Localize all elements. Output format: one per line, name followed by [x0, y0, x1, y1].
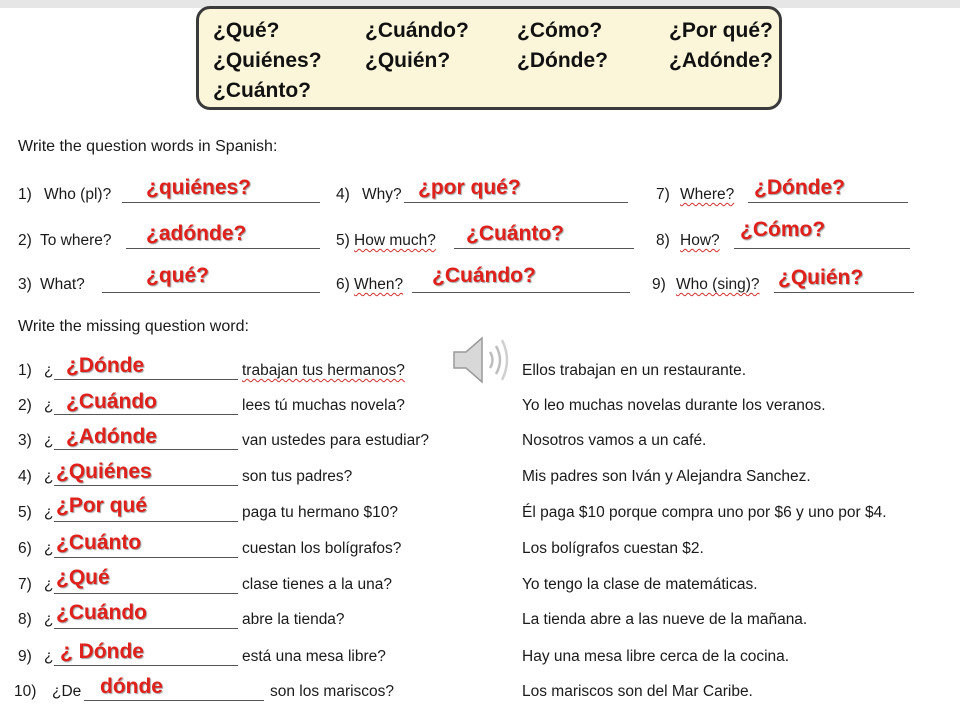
s1-prompt: Where? — [680, 186, 735, 203]
s2-open-mark: ¿ — [44, 397, 54, 414]
s1-prompt: How? — [680, 232, 720, 249]
s2-num: 7) — [18, 576, 32, 593]
s1-num: 6) — [336, 276, 350, 293]
s2-question: paga tu hermano $10? — [242, 504, 398, 521]
s2-num: 2) — [18, 397, 32, 414]
s2-num: 6) — [18, 540, 32, 557]
s2-answer: ¿Adónde — [66, 425, 157, 448]
s2-answer: ¿Quiénes — [56, 460, 152, 483]
s2-response: La tienda abre a las nueve de la mañana. — [522, 611, 808, 628]
s2-num: 10) — [14, 683, 37, 700]
word-bank-item: ¿Cómo? — [517, 19, 603, 42]
s2-question: son tus padres? — [242, 468, 353, 485]
word-bank-item: ¿Cuánto? — [213, 79, 311, 102]
answer-blank — [774, 292, 914, 293]
s2-open-mark: ¿ — [44, 611, 54, 628]
section2-heading: Write the missing question word: — [18, 318, 249, 335]
answer-blank — [54, 414, 238, 415]
s2-question: van ustedes para estudiar? — [242, 432, 429, 449]
s2-open-mark: ¿ — [44, 362, 54, 379]
word-bank-item: ¿Qué? — [213, 19, 280, 42]
s2-response: Mis padres son Iván y Alejandra Sanchez. — [522, 468, 811, 485]
s2-num: 4) — [18, 468, 32, 485]
s1-num: 9) — [652, 276, 666, 293]
s2-answer: ¿Dónde — [66, 354, 145, 377]
s2-response: Nosotros vamos a un café. — [522, 432, 707, 449]
s2-open-mark: ¿De — [52, 683, 82, 700]
s1-num: 7) — [656, 186, 670, 203]
s1-answer: ¿Cómo? — [740, 218, 826, 241]
s2-num: 3) — [18, 432, 32, 449]
answer-blank — [122, 202, 320, 203]
s2-question: cuestan los bolígrafos? — [242, 540, 402, 557]
s1-answer: ¿adónde? — [146, 222, 247, 245]
answer-blank — [54, 379, 238, 380]
s1-answer: ¿Cuánto? — [466, 222, 564, 245]
answer-blank — [102, 292, 320, 293]
s2-open-mark: ¿ — [44, 540, 54, 557]
word-bank-item: ¿Dónde? — [517, 49, 608, 72]
s1-prompt: How much? — [354, 232, 436, 249]
s2-question: trabajan tus hermanos? — [242, 362, 405, 379]
s1-prompt: What? — [40, 276, 85, 293]
s2-response: Yo tengo la clase de matemáticas. — [522, 576, 758, 593]
s2-response: Ellos trabajan en un restaurante. — [522, 362, 747, 379]
s1-num: 3) — [18, 276, 32, 293]
s2-num: 9) — [18, 648, 32, 665]
answer-blank — [54, 557, 238, 558]
question-word-bank — [196, 6, 782, 110]
s2-question: lees tú muchas novela? — [242, 397, 405, 414]
s1-num: 2) — [18, 232, 32, 249]
word-bank-item: ¿Cuándo? — [365, 19, 469, 42]
s2-open-mark: ¿ — [44, 504, 54, 521]
s2-answer: ¿Cuánto — [56, 531, 142, 554]
s2-open-mark: ¿ — [44, 648, 54, 665]
word-bank-item: ¿Adónde? — [669, 49, 773, 72]
s1-answer: ¿Dónde? — [754, 176, 845, 199]
s1-num: 5) — [336, 232, 350, 249]
s2-question: abre la tienda? — [242, 611, 345, 628]
s2-question: son los mariscos? — [270, 683, 395, 700]
s1-prompt: When? — [354, 276, 404, 293]
answer-blank — [454, 248, 634, 249]
answer-blank — [54, 449, 238, 450]
answer-blank — [412, 292, 630, 293]
answer-blank — [54, 485, 238, 486]
s1-prompt: Who (pl)? — [44, 186, 112, 203]
s1-prompt: Why? — [362, 186, 402, 203]
s2-open-mark: ¿ — [44, 468, 54, 485]
answer-blank — [404, 202, 628, 203]
s1-answer: ¿Quién? — [778, 266, 864, 289]
answer-blank — [748, 202, 908, 203]
s2-answer: ¿Por qué — [56, 494, 148, 517]
s2-answer: ¿Cuándo — [56, 601, 147, 624]
word-bank-item: ¿Quién? — [365, 49, 451, 72]
answer-blank — [54, 665, 238, 666]
s1-answer: ¿por qué? — [418, 176, 521, 199]
s2-answer: ¿ Dónde — [60, 640, 144, 663]
answer-blank — [54, 628, 238, 629]
answer-blank — [84, 700, 264, 701]
s2-num: 1) — [18, 362, 32, 379]
speaker-icon[interactable] — [448, 330, 512, 390]
s2-open-mark: ¿ — [44, 576, 54, 593]
s1-num: 8) — [656, 232, 670, 249]
word-bank-item: ¿Por qué? — [669, 19, 773, 42]
word-bank-item: ¿Quiénes? — [213, 49, 322, 72]
s2-num: 8) — [18, 611, 32, 628]
s2-answer: ¿Cuándo — [66, 390, 157, 413]
answer-blank — [54, 593, 238, 594]
s1-answer: ¿qué? — [146, 264, 209, 287]
answer-blank — [734, 248, 910, 249]
answer-blank — [126, 248, 320, 249]
s2-question: está una mesa libre? — [242, 648, 386, 665]
s1-prompt: To where? — [40, 232, 112, 249]
s2-response: Los bolígrafos cuestan $2. — [522, 540, 704, 557]
s2-question: clase tienes a la una? — [242, 576, 392, 593]
s1-answer: ¿quiénes? — [146, 176, 252, 199]
s2-response: Él paga $10 porque compra uno por $6 y uno por $4. — [522, 504, 887, 521]
s2-answer: ¿Qué — [56, 566, 110, 589]
s2-response: Los mariscos son del Mar Caribe. — [522, 683, 753, 700]
s1-answer: ¿Cuándo? — [432, 264, 536, 287]
s1-num: 1) — [18, 186, 32, 203]
s1-num: 4) — [336, 186, 350, 203]
s2-answer: dónde — [100, 675, 163, 698]
section1-heading: Write the question words in Spanish: — [18, 138, 278, 155]
s2-open-mark: ¿ — [44, 432, 54, 449]
answer-blank — [54, 521, 238, 522]
s1-prompt: Who (sing)? — [676, 276, 760, 293]
s2-response: Hay una mesa libre cerca de la cocina. — [522, 648, 790, 665]
s2-num: 5) — [18, 504, 32, 521]
s2-response: Yo leo muchas novelas durante los veranos. — [522, 397, 826, 414]
